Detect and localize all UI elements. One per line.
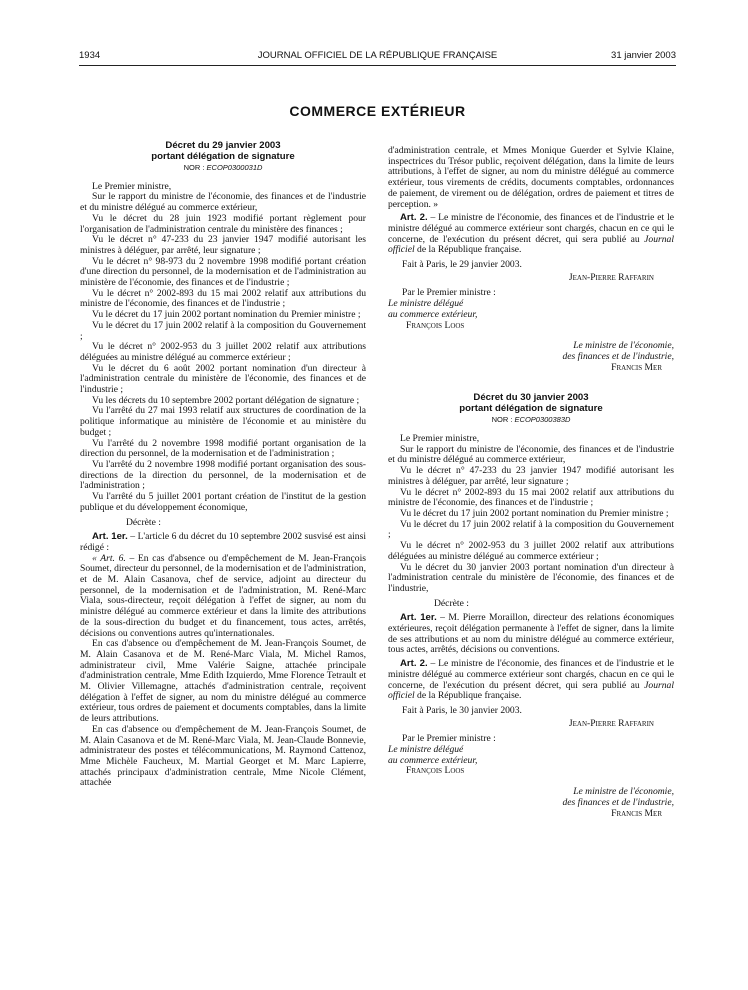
decree1-para: Vu l'arrêté du 27 mai 1993 relatif aux structures de coordination de la politique informatique au ministère de l'économie et au ministère du budget ;	[80, 405, 366, 438]
decree2-art2-text-a: – Le ministre de l'économie, des finances et de l'industrie et le ministre délégué au commerce extérieur sont chargés, chacun en ce qui le concerne, de l'exécution du présent décret, qui sera publié au	[388, 658, 674, 691]
decree1-para: Vu le décret du 28 juin 1923 modifié portant règlement pour l'organisation de l'administration centrale du ministère des finances ;	[80, 212, 366, 235]
decree2-title-line2: portant délégation de signature	[459, 402, 603, 414]
decree2-eco-title-1: Le ministre de l'économie,	[573, 786, 674, 798]
decree1-title-line2: portant délégation de signature	[151, 150, 295, 162]
decree2-para: Vu le décret du 17 juin 2002 relatif à la composition du Gouvernement ;	[388, 518, 674, 541]
issue-date: 31 janvier 2003	[611, 50, 676, 61]
decree2-para: Sur le rapport du ministre de l'économie, des finances et de l'industrie et du ministre délégué au commerce extérieur,	[388, 443, 674, 466]
decree1-art2-text-b: de la République française.	[414, 244, 522, 256]
decree2-delegue-title-2: au commerce extérieur,	[388, 754, 478, 766]
decree1-eco-title-1: Le ministre de l'économie,	[573, 340, 674, 352]
decree1-delegue-name: François Loos	[406, 319, 465, 331]
header-rule	[79, 65, 676, 66]
decree2-title-line1: Décret du 30 janvier 2003	[473, 392, 589, 404]
decree1-para: Vu les décrets du 10 septembre 2002 portant délégation de signature ;	[92, 394, 360, 406]
decree2-fait: Fait à Paris, le 30 janvier 2003.	[402, 704, 522, 716]
decree1-para: Vu le décret du 17 juin 2002 portant nomination du Premier ministre ;	[92, 309, 361, 321]
decree1-para: Vu le décret n° 2002-953 du 3 juillet 2002 relatif aux attributions déléguées au ministre délégué au commerce extérieur ;	[80, 341, 366, 363]
decree1-decrete: Décrète :	[126, 516, 161, 528]
decree1-para: Le Premier ministre,	[92, 180, 172, 192]
decree1-delegue-title-1: Le ministre délégué	[388, 298, 464, 310]
decree1-art2-text-a: – Le ministre de l'économie, des finances et de l'industrie et le ministre délégué au commerce extérieur sont chargés, chacun en ce qui le concerne, de l'exécution du présent décret, qui sera publié au	[388, 212, 674, 245]
decree2-delegue-title-1: Le ministre délégué	[388, 744, 464, 756]
decree1-eco-title-2: des finances et de l'industrie,	[562, 350, 674, 362]
decree2-decrete: Décrète :	[434, 597, 469, 609]
decree2-art2-text-b: de la République française.	[414, 690, 522, 702]
decree1-art1-label: Art. 1er.	[92, 531, 128, 543]
decree1-para: Vu le décret du 17 juin 2002 relatif à la composition du Gouvernement ;	[80, 319, 366, 342]
decree2-para: Le Premier ministre,	[400, 433, 480, 445]
decree2-eco-signature	[388, 787, 674, 819]
decree1-para: Sur le rapport du ministre de l'économie, des finances et de l'industrie et du ministre délégué au commerce extérieur,	[80, 191, 366, 214]
decree2-eco-title-2: des finances et de l'industrie,	[562, 796, 674, 808]
page-header	[79, 50, 676, 64]
left-column	[80, 141, 366, 789]
decree2-pm-signature: Jean-Pierre Raffarin	[568, 717, 654, 729]
decree1-para: Vu l'arrêté du 2 novembre 1998 modifié portant organisation de la direction du personnel, de la modernisation et de l'administration ;	[80, 437, 366, 460]
decree1-para: Vu le décret du 6 août 2002 portant nomination d'un directeur à l'administration centrale du ministère de l'économie, des finances et de l'industrie ;	[80, 362, 366, 396]
decree1-art2-label: Art. 2.	[400, 212, 428, 224]
decree1-para: Vu le décret n° 2002-893 du 15 mai 2002 relatif aux attributions du ministre de l'économie, des finances et de l'industrie ;	[80, 287, 366, 310]
decree2-nor-code: ECOP0300383D	[514, 415, 571, 425]
decree2-para: Vu le décret n° 47-233 du 23 janvier 1947 modifié autorisant les ministres à déléguer, par arrêté, leur signature ;	[388, 465, 674, 487]
decree2-para: Vu le décret n° 2002-893 du 15 mai 2002 relatif aux attributions du ministre de l'économie, des finances et de l'industrie ;	[388, 486, 674, 509]
decree1-delegue-signature	[388, 288, 674, 331]
decree2-par-pm: Par le Premier ministre :	[402, 733, 496, 745]
decree1-art1-text: – L'article 6 du décret du 10 septembre 2002 susvisé est ainsi rédigé :	[80, 531, 366, 553]
decree1-delegue-title-2: au commerce extérieur,	[388, 308, 478, 320]
section-title: COMMERCE EXTÉRIEUR	[289, 103, 466, 119]
decree2-para: Vu le décret n° 2002-953 du 3 juillet 2002 relatif aux attributions déléguées au ministre délégué au commerce extérieur ;	[388, 540, 674, 562]
decree2-delegue-signature	[388, 734, 674, 777]
decree2-art1-text: – M. Pierre Moraillon, directeur des relations économiques extérieures, reçoit délégation permanente à l'effet de signer, dans la limite de ses attributions et au nom du ministre délégué au commerce extérieur, tous actes, arrêtés, décisions ou conventions.	[388, 612, 674, 656]
decree2-article-2	[388, 659, 674, 702]
journal-title: JOURNAL OFFICIEL DE LA RÉPUBLIQUE FRANÇAISE	[257, 50, 498, 61]
decree1-nor-code: ECOP0300031D	[206, 163, 263, 172]
decree1-art6-para3: En cas d'absence ou d'empêchement de M. Jean-François Soumet, de M. Alain Casanova et de M. René-Marc Viala, M. Jean-Claude Bonnevie, administrateur des postes et télécommunications, M. Raymond Cattenoz, Mme Michèle Faucheux, M. Martial Georget et M. Marc Lapierre, attachés principaux d'administration centrale, Mme Nicole Clément, attachée	[80, 723, 366, 789]
decree1-article-1	[80, 532, 366, 553]
decree1-eco-signature	[388, 341, 674, 373]
decree1-nor	[80, 163, 366, 174]
decree1-art6-para1	[80, 554, 366, 640]
decree2-para: Vu le décret du 17 juin 2002 portant nomination du Premier ministre ;	[400, 507, 669, 519]
decree2-nor	[388, 415, 674, 426]
decree1-continued: d'administration centrale, et Mmes Monique Guerder et Sylvie Klaine, inspectrices du Trésor public, reçoivent délégation, dans la limite de leurs attributions, à l'effet de signer, au nom du ministre délégué au commerce extérieur, tous virements de crédits, documents comptables, ordonnances de paiement, de virement ou de délégation, ordres de paiement et titres de perception. »	[388, 145, 674, 210]
decree1-art6-para2: En cas d'absence ou d'empêchement de M. Jean-François Soumet, de M. Alain Casanova et de M. René-Marc Viala, M. Michel Ramos, administrateur civil, Mme Valérie Saigne, attachée principale d'administration centrale, Mme Edith Izquierdo, Mme Florence Tetrault et M. Olivier Villemagne, attachés d'administration centrale, reçoivent délégation à l'effet de signer, au nom du ministre délégué au commerce extérieur, tous ordres de paiement et documents comptables, dans la limite de leurs attributions.	[80, 638, 366, 725]
decree2-para: Vu le décret du 30 janvier 2003 portant nomination d'un directeur à l'administration centrale du ministère de l'économie, des finances et de l'industrie,	[388, 561, 674, 594]
decree1-para: Vu l'arrêté du 5 juillet 2001 portant création de l'institut de la gestion publique et du développement économique,	[80, 491, 366, 513]
decree2-title	[388, 393, 674, 414]
decree1-art6-text: – En cas d'absence ou d'empêchement de M. Jean-François Soumet, directeur du personnel, de la modernisation et de l'administration, et de M. Alain Casanova, chef de service, adjoint au directeur du personnel, de la modernisation et de l'administration, M. René-Marc Viala, sous-directeur, reçoit délégation à l'effet de signer, au nom du ministre délégué au commerce extérieur et dans la limite des attributions de la sous-direction du budget et du financement, tous actes, arrêtés, décisions ou conventions autres qu'internationales.	[80, 552, 366, 639]
decree1-para: Vu l'arrêté du 2 novembre 1998 modifié portant organisation des sous-directions de la direction du personnel, de la modernisation et de l'administration ;	[80, 458, 366, 492]
decree2-article-1	[388, 613, 674, 656]
decree1-title	[80, 141, 366, 162]
decree2-delegue-name: François Loos	[406, 765, 465, 777]
decree1-art6-label: « Art. 6.	[92, 552, 126, 564]
decree2-nor-label: NOR :	[491, 415, 513, 425]
page-number: 1934	[79, 50, 101, 61]
decree1-title-line1: Décret du 29 janvier 2003	[165, 140, 281, 151]
decree2-art1-label: Art. 1er.	[400, 612, 437, 624]
decree1-eco-name: Francis Mer	[611, 361, 662, 373]
decree1-article-2	[388, 213, 674, 256]
decree1-art2-journal: Journal officiel	[388, 233, 674, 256]
decree1-nor-label: NOR :	[183, 163, 205, 172]
decree1-fait: Fait à Paris, le 29 janvier 2003.	[402, 259, 522, 271]
decree2-art2-label: Art. 2.	[400, 658, 428, 670]
right-column	[388, 146, 674, 819]
decree1-pm-signature: Jean-Pierre Raffarin	[568, 271, 654, 283]
decree1-para: Vu le décret n° 47-233 du 23 janvier 1947 modifié autorisant les ministres à déléguer, par arrêté, leur signature ;	[80, 234, 366, 256]
decree2-eco-name: Francis Mer	[611, 807, 662, 819]
decree1-par-pm: Par le Premier ministre :	[402, 287, 496, 299]
decree1-para: Vu le décret n° 98-973 du 2 novembre 1998 modifié portant création d'une direction du personnel, de la modernisation et de l'administration au ministère de l'économie, des finances et de l'industrie ;	[80, 255, 366, 289]
decree2-art2-journal: Journal officiel	[388, 679, 674, 702]
